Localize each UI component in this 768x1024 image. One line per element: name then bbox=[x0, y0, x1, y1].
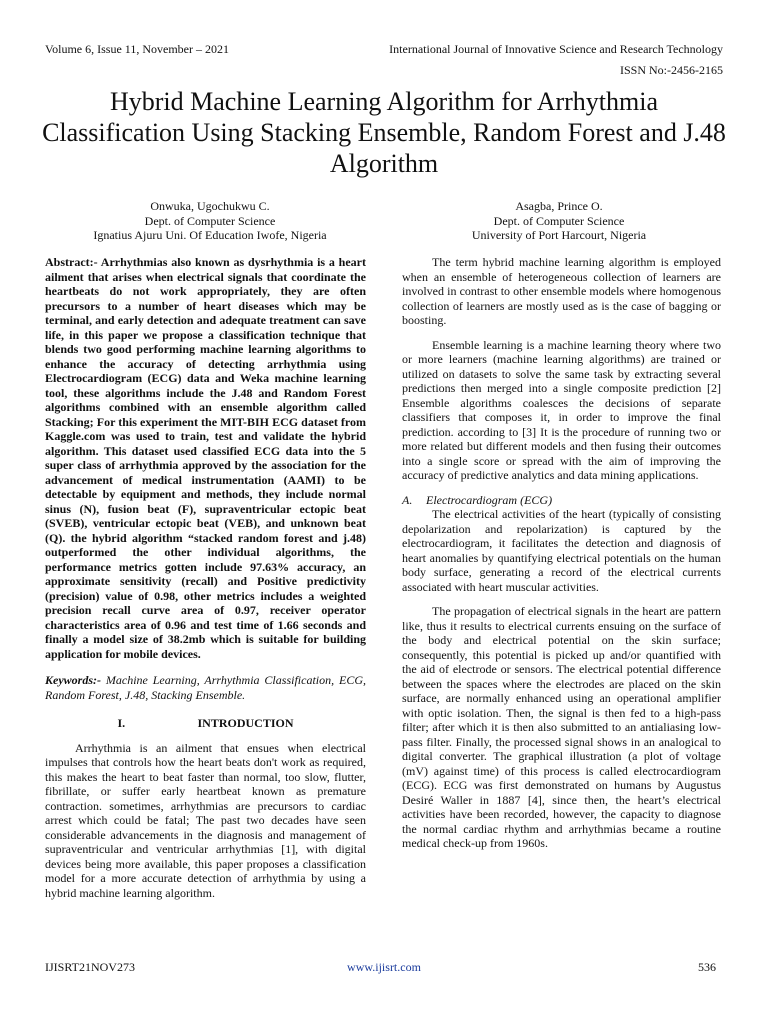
paragraph: The electrical activities of the heart (typically of consisting depolarization and repolarization) is captured by the electrocardiogram, it facilitates the detection and diagnosis of heart anomalies by quantifying electrical potentials on the human body surface, generating a record of the electrical currents associated with heart muscular activities. bbox=[402, 507, 721, 594]
issn: ISSN No:-2456-2165 bbox=[619, 63, 723, 77]
subsection-heading bbox=[402, 493, 721, 508]
author-block-1 bbox=[45, 199, 375, 243]
page-number: 536 bbox=[698, 960, 716, 974]
author-dept: Dept. of Computer Science bbox=[493, 213, 625, 228]
paragraph: The propagation of electrical signals in the heart are pattern like, thus it results to electrical currents ensuing on the surface of the body and electrical potential on the skin surface; consequently, this potential is picked up and/or quantified with the aid of electrode or sensors. The electrical potential difference between the spaces where the electrodes are placed on the skin surface, are normally enhanced using an operational amplifier with optic isolation. Then, the signal is then fed to a high-pass filter; after which it is then also submitted to an antialiasing low-pass filter. Finally, the processed signal shows in an analogical to digital converter. The graphical illustration (a plot of voltage (mV) against time) of this process is called electrocardiogram (ECG). ECG was first demonstrated on humans by Augustus Desiré Waller in 1887 [4], since then, the heart’s electrical activities have been recorded, however, the capacity to diagnose the normal cardiac rhythm and arrhythmias became a routine medical check-up from 1960s. bbox=[402, 604, 721, 850]
subsection-title: Electrocardiogram (ECG) bbox=[426, 492, 553, 507]
keywords-text: Machine Learning, Arrhythmia Classification, ECG, Random Forest, J.48, Stacking Ensemble. bbox=[45, 673, 366, 702]
paragraph: Ensemble learning is a machine learning theory where two or more learners (machine learning algorithms) are trained or utilized on datasets to solve the same task by extracting several predictions then merged into a single composite prediction [2] Ensemble algorithms coalesces the decisions of separate classifiers that composes it, in order to improve the final prediction. according to [3] It is the procedure of running two or more related but different models and then fusing their outcomes into a single score or spread with the aim of improving the accuracy of predictive analytics and data mining applications. bbox=[402, 337, 721, 482]
keywords bbox=[45, 673, 366, 702]
journal-name: International Journal of Innovative Science and Research Technology bbox=[389, 42, 723, 56]
keywords-label: Keywords:- bbox=[45, 673, 101, 687]
section-number: I. bbox=[117, 716, 126, 730]
footer-code: IJISRT21NOV273 bbox=[45, 960, 135, 974]
section-heading bbox=[45, 716, 366, 731]
author-name: Asagba, Prince O. bbox=[515, 199, 603, 213]
intro-paragraph: Arrhythmia is an ailment that ensues when electrical impulses that controls how the heart beats don't work as required, this makes the heart to beat faster than normal, too slow, flutter, fibrillate, or suffer early heartbeat known as premature contraction. sometimes, arrhythmias are precursors to cardiac arrest which could be fatal; The past two decades have seen considerable advancements in the diagnosis and management of supraventricular and ventricular arrhythmias [1], with digital devices being more available, this paper proposes a classification model for a more accurate detection of arrhythmia by using a hybrid machine learning algorithm. bbox=[45, 740, 366, 900]
author-dept: Dept. of Computer Science bbox=[144, 213, 276, 228]
abstract: Abstract:- Arrhythmias also known as dysrhythmia is a heart ailment that arises when electrical signals that coordinate the heartbeats do not work appropriately, they are often precursors to a number of heart diseases which may be terminal, and early detection and adequate treatment can save life, in this paper we propose a classification technique that blends two good performing machine learning algorithms to enhance the accuracy of detecting arrhythmia using Electrocardiogram (ECG) data and Weka machine learning tool, these algorithms include the J.48 and Random Forest algorithms combined with an ensemble algorithm called Stacking; For this experiment the MIT-BIH ECG dataset from Kaggle.com was used to train, test and validate the hybrid algorithm. This dataset used classified ECG data into the 5 super class of arrhythmia approved by the association for the advancement of medical instrumentation (AAMI) to be detectable by equipment and methods, they include normal sinus (N), fusion beat (F), supraventricular ectopic beat (SVEB), ventricular ectopic beat (VEB), and unknown beat (Q). the hybrid algorithm “stacked random forest and j.48) outperformed the other individual algorithms, the performance metrics gotten include 97.63% accuracy, an approximate sensitivity (recall) and Positive predictivity (precision) value of 0.98, other metrics includes a weighted precision recall curve area of 0.97, receiver operator characteristics area of 0.96 and test time of 1.66 seconds and finally a model size of 38.2mb which is suitable for building application for mobile devices. bbox=[45, 255, 366, 661]
section-title: INTRODUCTION bbox=[197, 716, 294, 730]
author-affiliation: Ignatius Ajuru Uni. Of Education Iwofe, Nigeria bbox=[93, 228, 327, 242]
author-block-2 bbox=[398, 199, 720, 243]
subsection-letter: A. bbox=[402, 492, 413, 507]
right-column bbox=[402, 255, 721, 861]
volume-info: Volume 6, Issue 11, November – 2021 bbox=[45, 42, 229, 56]
left-column bbox=[45, 255, 366, 910]
paragraph: The term hybrid machine learning algorithm is employed when an ensemble of heterogeneous collection of learners are involved in contrast to other ensemble models where homogenous collection of learners are mostly used as is the case of bagging or boosting. bbox=[402, 255, 721, 327]
author-affiliation: University of Port Harcourt, Nigeria bbox=[471, 228, 647, 242]
author-name: Onwuka, Ugochukwu C. bbox=[150, 199, 270, 213]
footer-url[interactable]: www.ijisrt.com bbox=[347, 960, 421, 974]
paper-title: Hybrid Machine Learning Algorithm for Arrhythmia Classification Using Stacking Ensemble, Random Forest and J.48 Algorithm bbox=[42, 87, 726, 178]
